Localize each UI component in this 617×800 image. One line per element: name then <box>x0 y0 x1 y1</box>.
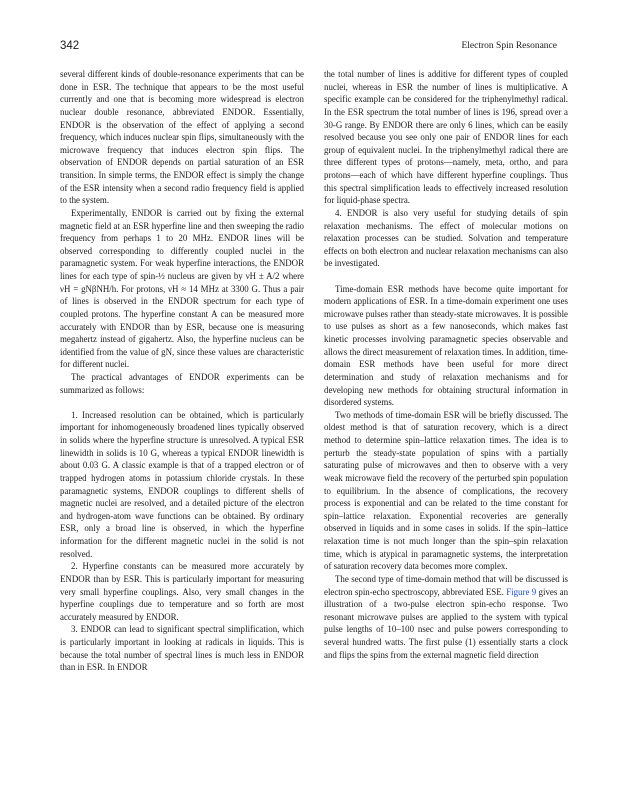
paragraph: Time-domain ESR methods have become quite important for modern applications of ESR. In a time-domain experiment one uses microwave pulses rather than steady-state microwaves. It is possible to use pulses as short as a few nanoseconds, which makes fast kinetic processes involving paramagnetic species observable and allows the direct measurement of relaxation times. In addition, time-domain ESR methods have been useful for more direct determination and study of relaxation mechanisms and for developing new methods for obtaining structural information in disordered systems. <box>324 283 568 408</box>
figure-link[interactable]: Figure 9 <box>506 586 537 597</box>
paragraph: The practical advantages of ENDOR experiments can be summarized as follows: <box>60 372 304 395</box>
list-item: 1. Increased resolution can be obtained, which is particularly important for inhomogeneously broadened lines typically observed in solids where the hyperfine structure is unresolved. A typical ESR linewidth in solids is 10 G, whereas a typical ENDOR linewidth is about 0.03 G. A classic example is that of a trapped electron or of trapped hydrogen atoms in potassium chloride crystals. In these paramagnetic systems, ENDOR couplings to different shells of magnetic nuclei are resolved, and a detailed picture of the electron and hydrogen-atom wave functions can be obtained. By ordinary ESR, only a broad line is observed, in which the hyperfine information for the different magnetic nuclei in the solid is not resolved. <box>60 409 304 559</box>
paragraph-spacer <box>60 396 304 409</box>
paragraph-ese <box>324 573 568 661</box>
list-item: 2. Hyperfine constants can be measured more accurately by ENDOR than by ESR. This is particularly important for measuring very small hyperfine couplings. Also, very small changes in the hyperfine couplings due to temperature and so forth are most accurately measured by ENDOR. <box>60 561 304 622</box>
left-column <box>60 68 304 674</box>
running-title: Electron Spin Resonance <box>461 41 557 51</box>
list-item: 4. ENDOR is also very useful for studying details of spin relaxation mechanisms. The effect of molecular motions on relaxation processes can be studied. Solvation and temperature effects on both electron and nuclear relaxation mechanisms can also be investigated. <box>324 207 568 269</box>
list-item: 3. ENDOR can lead to significant spectral simplification, which is particularly important in looking at radicals in liquids. This is because the total number of spectral lines is much less in ENDOR than in ESR. In ENDOR <box>60 624 304 673</box>
text-run: The second type of time-domain method that will be discussed is electron spin-echo spectroscopy, abbreviated ESE. <box>324 573 568 597</box>
paragraph: Two methods of time-domain ESR will be briefly discussed. The oldest method is that of saturation recovery, which is a direct method to determine spin–lattice relaxation times. The idea is to perturb the steady-state population of spins with a partially saturating pulse of microwaves and then to observe with a very weak microwave field the recovery of the perturbed spin population to equilibrium. In the absence of complications, the recovery process is exponential and can be related to the time constant for spin–lattice relaxation. Exponential recoveries are generally observed in liquids and in some cases in solids. If the spin–lattice relaxation time is not much longer than the spin–spin relaxation time, which is atypical in paramagnetic systems, the interpretation of saturation recovery data becomes more complex. <box>324 409 568 572</box>
right-column <box>324 68 568 661</box>
paragraph: several different kinds of double-resonance experiments that can be done in ESR. The technique that appears to be the most useful currently and one that is becoming more widespread is electron nuclear double resonance, abbreviated ENDOR. Essentially, ENDOR is the observation of the effect of applying a second frequency, which induces nuclear spin flips, simultaneously with the microwave frequency that induces electron spin flips. The observation of ENDOR depends on partial saturation of an ESR transition. In simple terms, the ENDOR effect is simply the change of the ESR intensity when a second radio frequency field is applied to the system. <box>60 69 304 206</box>
paragraph: the total number of lines is additive for different types of coupled nuclei, whereas in ESR the number of lines is multiplicative. A specific example can be considered for the triphenylmethyl radical. In the ESR spectrum the total number of lines is 196, spread over a 30-G range. By ENDOR there are only 6 lines, which can be easily resolved because you see only one pair of ENDOR lines for each group of equivalent nuclei. In the triphenylmethyl radical there are three different types of protons—namely, meta, ortho, and para protons—each of which have different hyperfine couplings. Thus this spectral simplification leads to effectively increased resolution for liquid-phase spectra. <box>324 69 568 206</box>
paragraph-endor-procedure: Experimentally, ENDOR is carried out by fixing the external magnetic field at an ESR hyperfine line and then sweeping the radio frequency from perhaps 1 to 20 MHz. ENDOR lines will be observed corresponding to differently coupled nuclei in the paramagnetic system. For weak hyperfine interactions, the ENDOR lines for each type of spin-½ nucleus are given by νH ± A/2 where νH = gNβNH/h. For protons, νH ≈ 14 MHz at 3300 G. Thus a pair of lines is observed in the ENDOR spectrum for each type of coupled protons. The hyperfine constant A can be measured more accurately with ENDOR than by ESR, because one is measuring megahertz instead of gigahertz. Also, the hyperfine nucleus can be identified from the value of gN, since these values are characteristic for different nuclei. <box>60 207 304 370</box>
page-number: 342 <box>60 40 80 52</box>
text-run: gives an illustration of a two-pulse electron spin-echo response. Two resonant microwave pulses are applied to the system with typical pulse lengths of 10–100 nsec and pulse powers corresponding to several hundred watts. The first pulse (1) essentially starts a clock and flips the spins from the external magnetic field direction <box>324 586 569 660</box>
page-header <box>60 40 557 54</box>
paragraph-spacer <box>324 270 568 283</box>
